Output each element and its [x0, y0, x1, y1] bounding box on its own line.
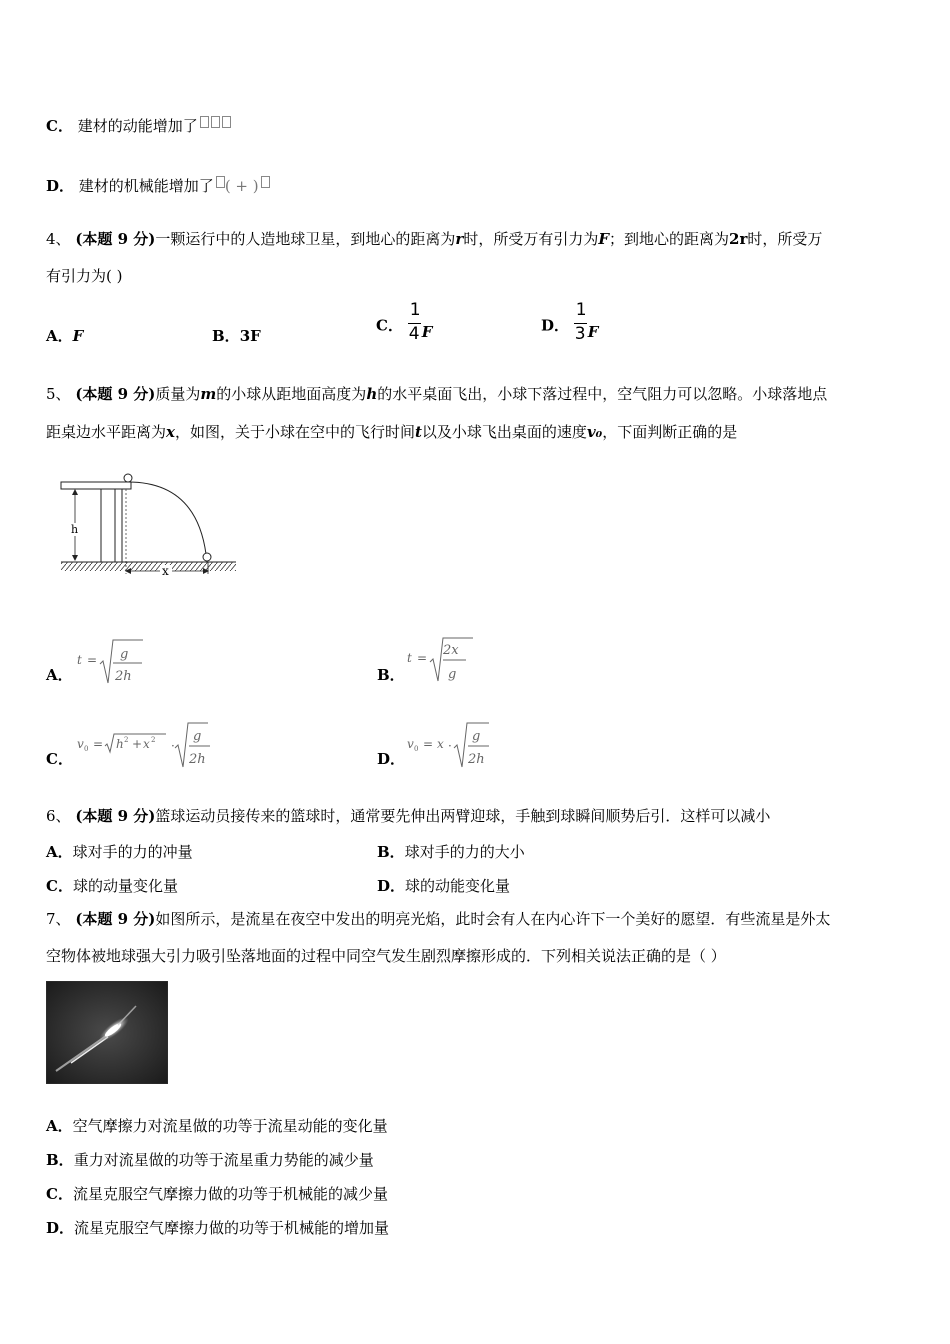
meteor-image: [46, 981, 168, 1084]
svg-text:·: ·: [171, 739, 175, 753]
formula-glyph-icon: [211, 116, 220, 128]
stem-text: 的水平桌面飞出，小球下落过程中，空气阻力可以忽略。小球落地点: [377, 385, 828, 403]
option-label: C．: [46, 750, 73, 768]
option-text: 球对手的力的冲量: [72, 843, 193, 861]
sqrt-formula: [76, 720, 216, 770]
question-number: 7、: [46, 910, 71, 928]
fraction: [574, 300, 588, 346]
q7-option-d: [46, 1217, 389, 1238]
question-number: 6、: [46, 807, 71, 825]
arrow-up-icon: [72, 489, 78, 495]
option-text: 建材的机械能增加了: [78, 177, 214, 195]
question-number: 4、: [46, 230, 71, 248]
x-label: x: [162, 564, 169, 578]
svg-text:g: g: [472, 729, 481, 744]
stem-text: 以及小球飞出桌面的速度: [421, 423, 587, 441]
svg-text:2: 2: [151, 736, 156, 744]
formula-glyph-icon: [222, 116, 231, 128]
q4-option-d: [541, 300, 599, 346]
option-text: 空气摩擦力对流星做的功等于流星动能的变化量: [72, 1117, 388, 1135]
option-text: 建材的动能增加了: [77, 117, 198, 135]
fraction-denominator: 3: [574, 324, 586, 344]
q5-option-a-formula: [76, 638, 146, 692]
q5-option-b-label: [377, 664, 405, 685]
option-label: D．: [377, 750, 406, 768]
stem-text: 空物体被地球强大引力吸引坠落地面的过程中同空气发生剧烈摩擦形成的．下列相关说法正确的是（ ）: [46, 947, 726, 965]
stem-text: 篮球运动员接传来的篮球时，通常要先伸出两臂迎球，手触到球瞬间顺势后引．这样可以减小: [155, 807, 771, 825]
svg-text:t: t: [77, 653, 82, 667]
stem-text: 距桌边水平距离为: [46, 423, 167, 441]
option-label: B．: [377, 843, 405, 861]
option-label: A．: [46, 327, 73, 345]
option-label: A．: [46, 666, 73, 684]
q5-option-b-formula: [406, 636, 476, 690]
q5-option-c-label: [46, 748, 73, 769]
q7-option-c: [46, 1183, 388, 1204]
svg-text:2h: 2h: [189, 752, 206, 767]
option-label: A．: [46, 1117, 73, 1135]
trajectory: [128, 482, 206, 554]
h-label: h: [71, 523, 79, 536]
sqrt-formula: [76, 638, 146, 688]
q5-stem-line1: [46, 384, 827, 404]
sqrt-formula: [406, 720, 496, 770]
svg-text:+: +: [132, 737, 143, 751]
stem-variable: x: [166, 423, 175, 441]
option-text: F: [72, 327, 84, 345]
arrow-down-icon: [72, 555, 78, 561]
q6-option-c: [46, 875, 178, 896]
option-label: D．: [46, 177, 75, 195]
svg-text:=: =: [87, 653, 98, 667]
stem-variable: F: [598, 230, 609, 248]
option-text: 重力对流星做的功等于流星重力势能的减少量: [73, 1151, 374, 1169]
svg-text:x: x: [143, 737, 150, 751]
svg-text:0: 0: [414, 745, 419, 753]
stem-text: 时，所受万: [747, 230, 823, 248]
svg-text:2h: 2h: [468, 752, 485, 767]
q7-option-b: [46, 1149, 374, 1170]
stem-text: 如图所示，是流星在夜空中发出的明亮光焰，此时会有人在内心许下一个美好的愿望．有些流星是外太: [155, 910, 831, 928]
q3-option-c: [46, 116, 231, 136]
q6-option-a: [46, 841, 193, 862]
q7-stem-line1: [46, 909, 830, 929]
svg-text:h: h: [116, 737, 124, 751]
option-text: 球对手的力的大小: [404, 843, 525, 861]
q5-option-a-label: [46, 664, 73, 685]
stem-text: ，下面判断正确的是: [602, 423, 738, 441]
ball-landing: [203, 553, 211, 561]
q5-projectile-figure: [56, 468, 246, 580]
formula-glyph-icon: [216, 176, 225, 188]
q5-stem-line2: [46, 422, 737, 442]
option-text: F: [587, 323, 599, 341]
option-text: 流星克服空气摩擦力做的功等于机械能的增加量: [74, 1219, 390, 1237]
q7-option-a: [46, 1115, 388, 1136]
svg-text:v: v: [77, 737, 84, 751]
question-score: (本题 9 分): [75, 230, 156, 248]
option-label: D．: [541, 316, 570, 335]
option-label: C．: [46, 877, 73, 895]
q7-stem-line2: [46, 946, 726, 966]
stem-text: 有引力为( ): [46, 267, 123, 285]
q4-option-a: [46, 325, 83, 346]
option-text: F: [421, 323, 433, 341]
q5-option-d-formula: [406, 720, 496, 774]
stem-text: ；到地心的距离为: [609, 230, 730, 248]
fraction-numerator: 1: [409, 300, 421, 320]
svg-text:g: g: [120, 647, 129, 662]
option-label: D．: [46, 1219, 75, 1237]
question-score: (本题 9 分): [75, 385, 156, 403]
option-label: C．: [46, 117, 73, 135]
svg-text:2x: 2x: [443, 643, 459, 658]
q4-option-b: [212, 325, 261, 346]
fraction-numerator: 1: [575, 300, 587, 320]
option-formula: ( + ): [224, 177, 259, 195]
formula-glyph-icon: [261, 176, 270, 188]
stem-variable: 2r: [729, 230, 748, 248]
table-top: [61, 482, 131, 489]
option-text: 流星克服空气摩擦力做的功等于机械能的减少量: [72, 1185, 388, 1203]
q6-option-d: [377, 875, 510, 896]
stem-variable: v₀: [586, 423, 603, 441]
q4-option-c: [376, 300, 433, 346]
svg-text:0: 0: [84, 745, 89, 753]
question-score: (本题 9 分): [75, 807, 156, 825]
option-label: B．: [377, 666, 405, 684]
question-number: 5、: [46, 385, 71, 403]
stem-text: ，如图，关于小球在空中的飞行时间: [174, 423, 415, 441]
q4-stem-line2: [46, 266, 122, 286]
svg-text:·: ·: [448, 739, 452, 753]
svg-text:x: x: [437, 737, 444, 751]
stem-text: 的小球从距地面高度为: [216, 385, 367, 403]
fraction: [408, 300, 422, 346]
svg-text:2h: 2h: [115, 669, 132, 684]
svg-text:g: g: [448, 667, 457, 682]
stem-text: 时，所受万有引力为: [463, 230, 599, 248]
sqrt-formula: [406, 636, 476, 686]
svg-text:v: v: [407, 737, 414, 751]
q5-option-c-formula: [76, 720, 216, 774]
option-label: C．: [376, 316, 403, 335]
fraction-denominator: 4: [408, 324, 420, 344]
ball-start: [124, 474, 132, 482]
svg-text:g: g: [193, 729, 202, 744]
svg-text:=: =: [93, 737, 104, 751]
option-text: 球的动量变化量: [72, 877, 178, 895]
q5-option-d-label: [377, 748, 405, 769]
option-label: D．: [377, 877, 406, 895]
svg-text:=: =: [423, 737, 434, 751]
svg-text:2: 2: [124, 736, 129, 744]
ground-hatch: [61, 562, 236, 571]
option-label: C．: [46, 1185, 73, 1203]
option-text: 3F: [239, 327, 261, 345]
stem-variable: h: [366, 385, 378, 403]
q6-option-b: [377, 841, 525, 862]
stem-variable: m: [200, 385, 217, 403]
option-label: B．: [46, 1151, 74, 1169]
option-label: B．: [212, 327, 240, 345]
formula-glyph-icon: [200, 116, 209, 128]
q3-option-d: [46, 176, 270, 196]
svg-text:=: =: [417, 651, 428, 665]
option-label: A．: [46, 843, 73, 861]
stem-text: 一颗运行中的人造地球卫星，到地心的距离为: [155, 230, 456, 248]
stem-variable: t: [414, 423, 422, 441]
svg-text:t: t: [407, 651, 412, 665]
q6-stem: [46, 806, 770, 826]
q4-stem-line1: [46, 229, 822, 249]
option-text: 球的动能变化量: [405, 877, 511, 895]
stem-variable: r: [455, 230, 464, 248]
question-score: (本题 9 分): [75, 910, 156, 928]
stem-text: 质量为: [155, 385, 201, 403]
